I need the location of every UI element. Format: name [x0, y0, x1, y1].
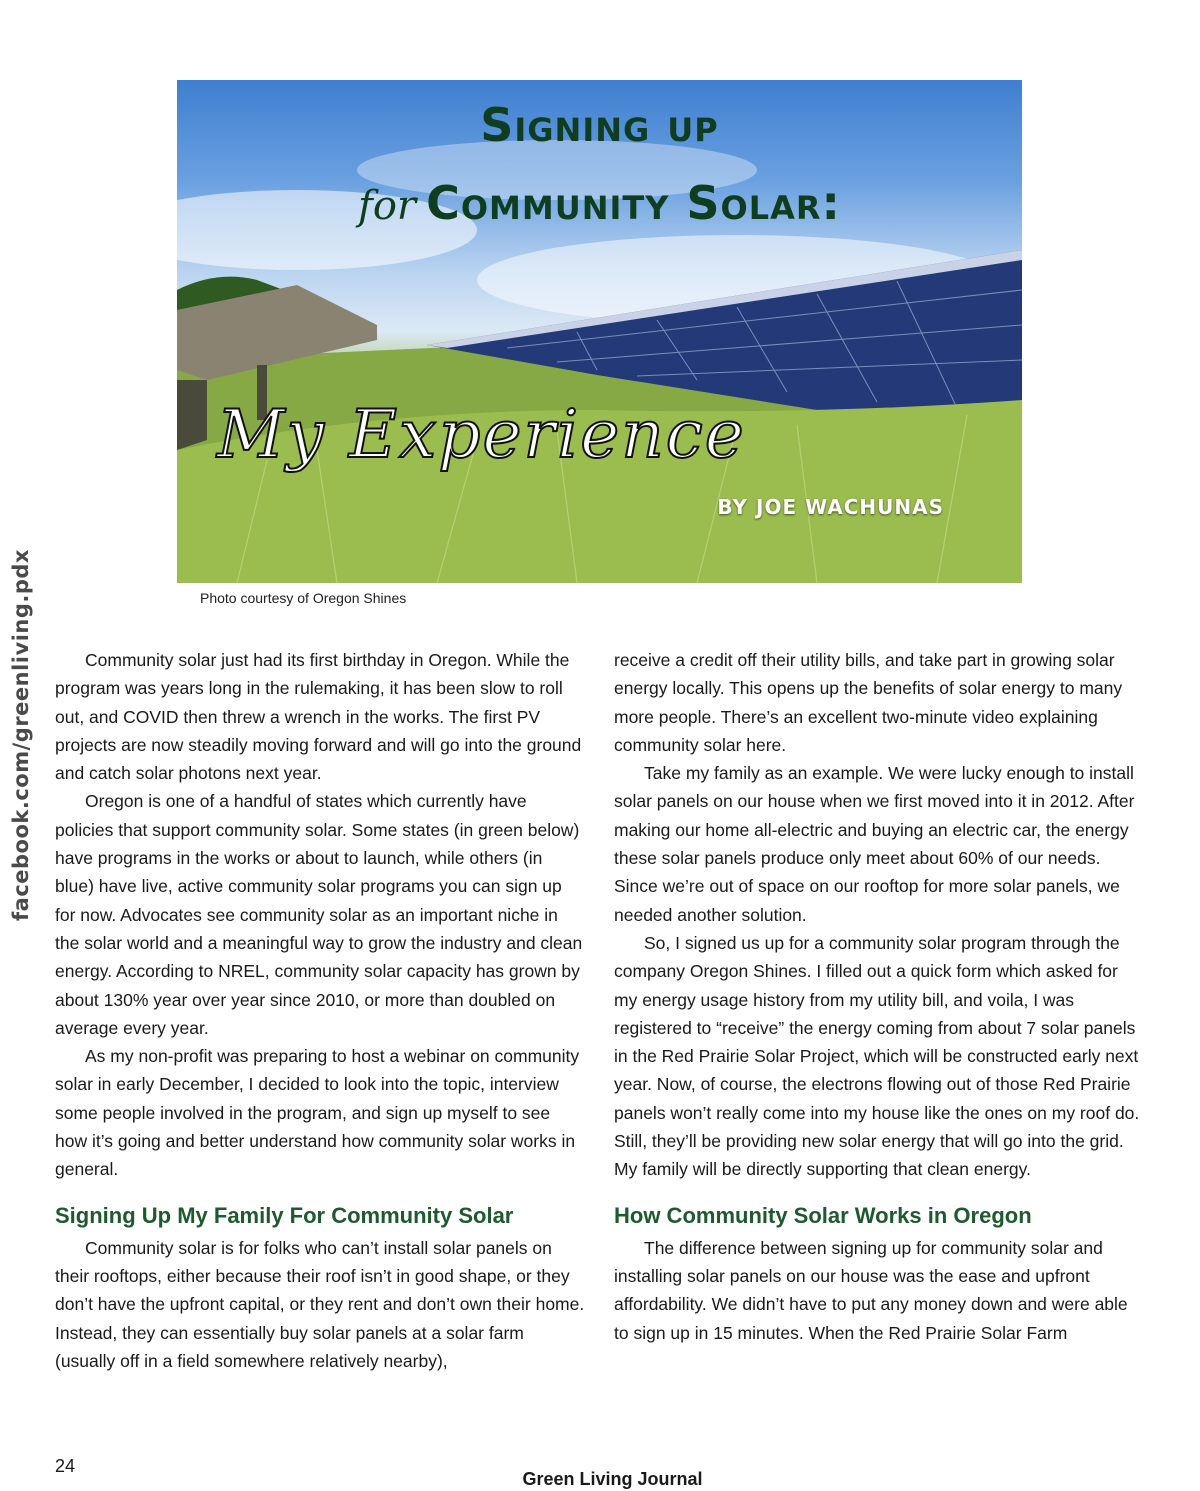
author-byline: BY JOE WACHUNAS — [717, 495, 944, 519]
sidebar-url — [4, 549, 38, 921]
page-number: 24 — [55, 1456, 76, 1476]
section-heading: Signing Up My Family For Community Solar — [55, 1202, 514, 1228]
headline-line-2 — [177, 176, 1022, 230]
paragraph: Oregon is one of a handful of states which currently have policies that support community solar. Some states (in green below) have programs in the works or about to launch, while others (in blue) have live, active community solar programs you can sign up for now. Advocates see community solar as an important niche in the solar world and a meaningful way to grow the industry and clean energy. According to NREL, community solar capacity has grown by about 130% year over year since 2010, or more than doubled on average every year. — [55, 791, 583, 1038]
photo-caption: Photo courtesy of Oregon Shines — [200, 590, 407, 606]
headline-community-solar: Community Solar: — [426, 176, 841, 230]
article-column-left — [55, 646, 585, 1375]
headline-line-1: Signing up — [480, 98, 719, 152]
paragraph: The difference between signing up for community solar and installing solar panels on our house was the ease and upfront affordability. We didn’t have to put any money down and were able to sign up in 15 minutes. When the Red Prairie Solar Farm — [614, 1237, 1128, 1343]
hero-photo — [177, 80, 1022, 583]
article-column-right — [614, 646, 1144, 1347]
headline-subtitle: My Experience — [217, 396, 746, 473]
paragraph: As my non-profit was preparing to host a webinar on community solar in early December, I decided to look into the topic, interview some people involved in the program, and sign up myself to see how it’s going and better understand how community solar works in general. — [55, 1046, 580, 1180]
paragraph: Community solar just had its first birthday in Oregon. While the program was years long in the rulemaking, it has been slow to roll out, and COVID then threw a wrench in the works. The first PV projects are now steadily moving forward and will go into the ground and catch solar photons next year. — [55, 650, 582, 784]
paragraph: So, I signed us up for a community solar program through the company Oregon Shines. I filled out a quick form which asked for my energy usage history from my utility bill, and voila, I was registered to “receive” the energy coming from about 7 solar panels in the Red Prairie Solar Project, which will be constructed early next year. Now, of course, the electrons flowing out of those Red Prairie panels won’t really come into my house like the ones on my roof do. Still, they’ll be providing new solar energy that will go into the grid. My family will be directly supporting that clean energy. — [614, 932, 1140, 1180]
paragraph: receive a credit off their utility bills, and take part in growing solar energy locally. This opens up the benefits of solar energy to many more people. There’s an excellent two-minute video explaining community solar here. — [614, 650, 1123, 755]
section-heading: How Community Solar Works in Oregon — [614, 1202, 1032, 1228]
headline-for: for — [358, 183, 417, 229]
journal-name: Green Living Journal — [522, 1469, 703, 1489]
paragraph: Take my family as an example. We were lucky enough to install solar panels on our house when we first moved into it in 2012. After making our home all-electric and buying an electric car, the energy these solar panels produce only meet about 60% of our needs. Since we’re out of space on our rooftop for more solar panels, we needed another solution. — [614, 763, 1135, 925]
paragraph: Community solar is for folks who can’t install solar panels on their rooftops, either because their roof isn’t in good shape, or they don’t have the upfront capital, or they rent and don’t own their home. Instead, they can essentially buy solar panels at a solar farm (usually off in a field somewhere relatively nearby), — [55, 1237, 585, 1371]
facebook-url-text: facebook.com/greenliving.pdx — [9, 549, 33, 921]
